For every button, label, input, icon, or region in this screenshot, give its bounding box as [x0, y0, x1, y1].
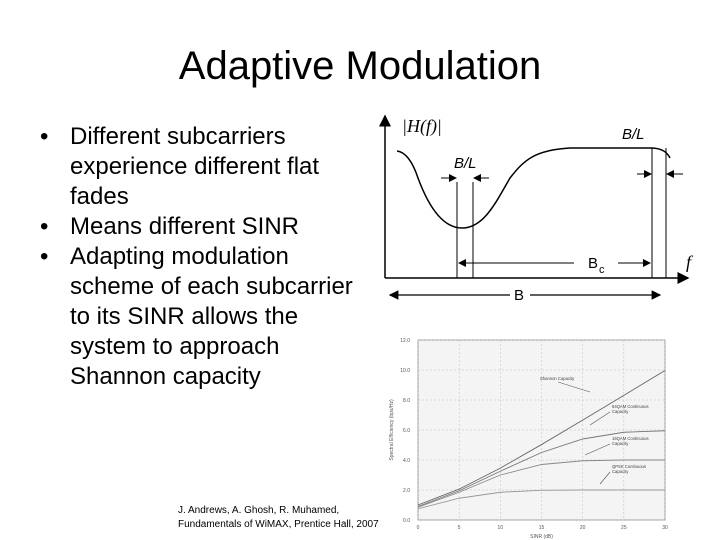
x-axis-label: f [686, 252, 692, 272]
x-tick-label: 25 [621, 525, 627, 531]
x-tick-label: 20 [579, 525, 586, 531]
coherence-bw-subscript: c [599, 264, 605, 276]
y-tick-label: 2.0 [403, 488, 410, 494]
series-label-cont: Capacity [612, 469, 629, 474]
y-tick-label: 12.0 [400, 338, 410, 344]
series-label: 64QAM Continuous [612, 404, 649, 409]
series-label-cont: Capacity [612, 409, 629, 414]
series-label: Shannon Capacity [540, 376, 575, 381]
y-tick-label: 8.0 [403, 398, 410, 404]
citation [178, 504, 379, 532]
citation-line: Fundamentals of WiMAX, Prentice Hall, 2007 [178, 519, 379, 530]
y-axis-label: |H(f)| [402, 116, 442, 136]
bullet-item: • Adapting modulation scheme of each subcarrier to its SINR allows the system to approach Shannon capacity [40, 242, 370, 392]
coherence-bw-label: B [588, 255, 599, 272]
x-tick-label: 15 [538, 525, 545, 531]
channel-response-curve [397, 148, 670, 228]
slide-title: Adaptive Modulation [178, 44, 542, 88]
y-tick-label: 10.0 [400, 368, 410, 374]
y-tick-label: 4.0 [403, 458, 410, 464]
x-tick-label: 0 [416, 525, 420, 531]
y-tick-label: 6.0 [403, 428, 410, 434]
x-tick-label: 10 [497, 525, 504, 531]
x-tick-label: 30 [662, 525, 668, 531]
series-label-cont: Capacity [612, 441, 629, 446]
chart-x-axis-label: SINR (dB) [530, 534, 553, 540]
bullet-item: • Means different SINR [40, 212, 370, 242]
y-tick-label: 0.0 [403, 518, 410, 524]
subband-label-left: B/L [454, 155, 477, 172]
total-bw-label: B [514, 287, 525, 304]
chart-y-axis-label: Spectral Efficiency (bps/Hz) [389, 399, 395, 461]
series-label: 16QAM Continuous [612, 436, 649, 441]
subband-label-right: B/L [622, 126, 645, 143]
bullet-item: • Different subcarriers experience different flat fades [40, 122, 370, 212]
capacity-chart [389, 338, 668, 540]
series-label: QPSK Continuous [612, 464, 646, 469]
x-tick-label: 5 [457, 525, 461, 531]
citation-line: J. Andrews, A. Ghosh, R. Muhamed, [178, 505, 340, 516]
